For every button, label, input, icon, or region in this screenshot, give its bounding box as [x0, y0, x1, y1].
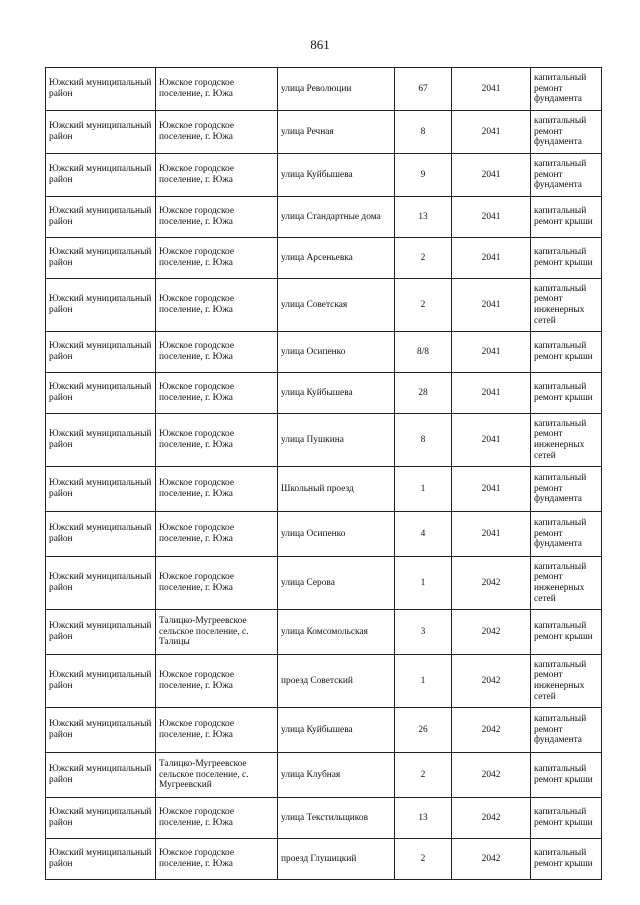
- street-cell: улица Арсеньевка: [278, 238, 395, 279]
- street-cell: улица Осипенко: [278, 512, 395, 557]
- district-cell: Южский муниципальный район: [46, 68, 156, 111]
- district-cell: Южский муниципальный район: [46, 512, 156, 557]
- street-cell: Школьный проезд: [278, 467, 395, 512]
- settlement-cell: Южское городское поселение, г. Южа: [156, 839, 278, 880]
- street-cell: улица Революции: [278, 68, 395, 111]
- settlement-cell: Южское городское поселение, г. Южа: [156, 512, 278, 557]
- work-type-cell: капитальный ремонт крыши: [531, 197, 602, 238]
- year-cell: 2042: [452, 557, 531, 610]
- table-row: [46, 610, 602, 655]
- settlement-cell: Южское городское поселение, г. Южа: [156, 279, 278, 332]
- work-type-cell: капитальный ремонт фундамента: [531, 154, 602, 197]
- work-type-cell: капитальный ремонт крыши: [531, 610, 602, 655]
- repair-schedule-table: [45, 67, 602, 880]
- settlement-cell: Южское городское поселение, г. Южа: [156, 467, 278, 512]
- table-row: [46, 238, 602, 279]
- settlement-cell: Южское городское поселение, г. Южа: [156, 111, 278, 154]
- year-cell: 2041: [452, 332, 531, 373]
- street-cell: улица Куйбышева: [278, 154, 395, 197]
- work-type-cell: капитальный ремонт инженерных сетей: [531, 279, 602, 332]
- work-type-cell: капитальный ремонт фундамента: [531, 111, 602, 154]
- street-cell: улица Советская: [278, 279, 395, 332]
- district-cell: Южский муниципальный район: [46, 238, 156, 279]
- street-cell: улица Комсомольская: [278, 610, 395, 655]
- year-cell: 2041: [452, 467, 531, 512]
- work-type-cell: капитальный ремонт инженерных сетей: [531, 557, 602, 610]
- work-type-cell: капитальный ремонт инженерных сетей: [531, 655, 602, 708]
- district-cell: Южский муниципальный район: [46, 655, 156, 708]
- table-row: [46, 373, 602, 414]
- year-cell: 2042: [452, 798, 531, 839]
- table-row: [46, 708, 602, 753]
- work-type-cell: капитальный ремонт фундамента: [531, 708, 602, 753]
- table-row: [46, 279, 602, 332]
- house-number-cell: 13: [395, 798, 452, 839]
- work-type-cell: капитальный ремонт крыши: [531, 798, 602, 839]
- settlement-cell: Южское городское поселение, г. Южа: [156, 238, 278, 279]
- street-cell: улица Стандартные дома: [278, 197, 395, 238]
- district-cell: Южский муниципальный район: [46, 332, 156, 373]
- house-number-cell: 26: [395, 708, 452, 753]
- table-row: [46, 753, 602, 798]
- street-cell: улица Клубная: [278, 753, 395, 798]
- settlement-cell: Южское городское поселение, г. Южа: [156, 798, 278, 839]
- table-row: [46, 111, 602, 154]
- table-row: [46, 414, 602, 467]
- year-cell: 2041: [452, 373, 531, 414]
- work-type-cell: капитальный ремонт крыши: [531, 753, 602, 798]
- house-number-cell: 1: [395, 557, 452, 610]
- street-cell: проезд Глушицкий: [278, 839, 395, 880]
- house-number-cell: 8: [395, 111, 452, 154]
- table-row: [46, 68, 602, 111]
- year-cell: 2042: [452, 753, 531, 798]
- district-cell: Южский муниципальный район: [46, 279, 156, 332]
- settlement-cell: Южское городское поселение, г. Южа: [156, 414, 278, 467]
- year-cell: 2041: [452, 68, 531, 111]
- house-number-cell: 9: [395, 154, 452, 197]
- house-number-cell: 28: [395, 373, 452, 414]
- settlement-cell: Южское городское поселение, г. Южа: [156, 154, 278, 197]
- district-cell: Южский муниципальный район: [46, 557, 156, 610]
- district-cell: Южский муниципальный район: [46, 111, 156, 154]
- work-type-cell: капитальный ремонт инженерных сетей: [531, 414, 602, 467]
- table-row: [46, 197, 602, 238]
- house-number-cell: 8: [395, 414, 452, 467]
- street-cell: улица Куйбышева: [278, 708, 395, 753]
- table-row: [46, 655, 602, 708]
- work-type-cell: капитальный ремонт фундамента: [531, 467, 602, 512]
- table-row: [46, 512, 602, 557]
- district-cell: Южский муниципальный район: [46, 197, 156, 238]
- year-cell: 2041: [452, 197, 531, 238]
- street-cell: улица Осипенко: [278, 332, 395, 373]
- street-cell: улица Пушкина: [278, 414, 395, 467]
- district-cell: Южский муниципальный район: [46, 154, 156, 197]
- house-number-cell: 2: [395, 753, 452, 798]
- settlement-cell: Южское городское поселение, г. Южа: [156, 557, 278, 610]
- street-cell: улица Текстильщиков: [278, 798, 395, 839]
- street-cell: улица Куйбышева: [278, 373, 395, 414]
- street-cell: улица Серова: [278, 557, 395, 610]
- table-row: [46, 798, 602, 839]
- settlement-cell: Южское городское поселение, г. Южа: [156, 197, 278, 238]
- house-number-cell: 67: [395, 68, 452, 111]
- year-cell: 2041: [452, 238, 531, 279]
- district-cell: Южский муниципальный район: [46, 610, 156, 655]
- settlement-cell: Талицко-Мугреевское сельское поселение, с. Мугреевский: [156, 753, 278, 798]
- street-cell: улица Речная: [278, 111, 395, 154]
- work-type-cell: капитальный ремонт фундамента: [531, 512, 602, 557]
- year-cell: 2041: [452, 414, 531, 467]
- work-type-cell: капитальный ремонт крыши: [531, 839, 602, 880]
- year-cell: 2042: [452, 839, 531, 880]
- house-number-cell: 2: [395, 238, 452, 279]
- year-cell: 2041: [452, 154, 531, 197]
- settlement-cell: Талицко-Мугреевское сельское поселение, с. Талицы: [156, 610, 278, 655]
- table-row: [46, 467, 602, 512]
- district-cell: Южский муниципальный район: [46, 414, 156, 467]
- street-cell: проезд Советский: [278, 655, 395, 708]
- district-cell: Южский муниципальный район: [46, 467, 156, 512]
- house-number-cell: 1: [395, 655, 452, 708]
- house-number-cell: 1: [395, 467, 452, 512]
- work-type-cell: капитальный ремонт фундамента: [531, 68, 602, 111]
- settlement-cell: Южское городское поселение, г. Южа: [156, 655, 278, 708]
- year-cell: 2041: [452, 512, 531, 557]
- house-number-cell: 3: [395, 610, 452, 655]
- settlement-cell: Южское городское поселение, г. Южа: [156, 373, 278, 414]
- house-number-cell: 4: [395, 512, 452, 557]
- table-row: [46, 154, 602, 197]
- house-number-cell: 8/8: [395, 332, 452, 373]
- settlement-cell: Южское городское поселение, г. Южа: [156, 708, 278, 753]
- work-type-cell: капитальный ремонт крыши: [531, 332, 602, 373]
- district-cell: Южский муниципальный район: [46, 708, 156, 753]
- page-number: 861: [310, 37, 330, 52]
- year-cell: 2042: [452, 708, 531, 753]
- table-row: [46, 839, 602, 880]
- settlement-cell: Южское городское поселение, г. Южа: [156, 68, 278, 111]
- district-cell: Южский муниципальный район: [46, 798, 156, 839]
- district-cell: Южский муниципальный район: [46, 373, 156, 414]
- year-cell: 2041: [452, 111, 531, 154]
- house-number-cell: 2: [395, 279, 452, 332]
- table-row: [46, 332, 602, 373]
- district-cell: Южский муниципальный район: [46, 839, 156, 880]
- year-cell: 2042: [452, 655, 531, 708]
- work-type-cell: капитальный ремонт крыши: [531, 373, 602, 414]
- table-row: [46, 557, 602, 610]
- settlement-cell: Южское городское поселение, г. Южа: [156, 332, 278, 373]
- year-cell: 2041: [452, 279, 531, 332]
- district-cell: Южский муниципальный район: [46, 753, 156, 798]
- house-number-cell: 13: [395, 197, 452, 238]
- year-cell: 2042: [452, 610, 531, 655]
- house-number-cell: 2: [395, 839, 452, 880]
- work-type-cell: капитальный ремонт крыши: [531, 238, 602, 279]
